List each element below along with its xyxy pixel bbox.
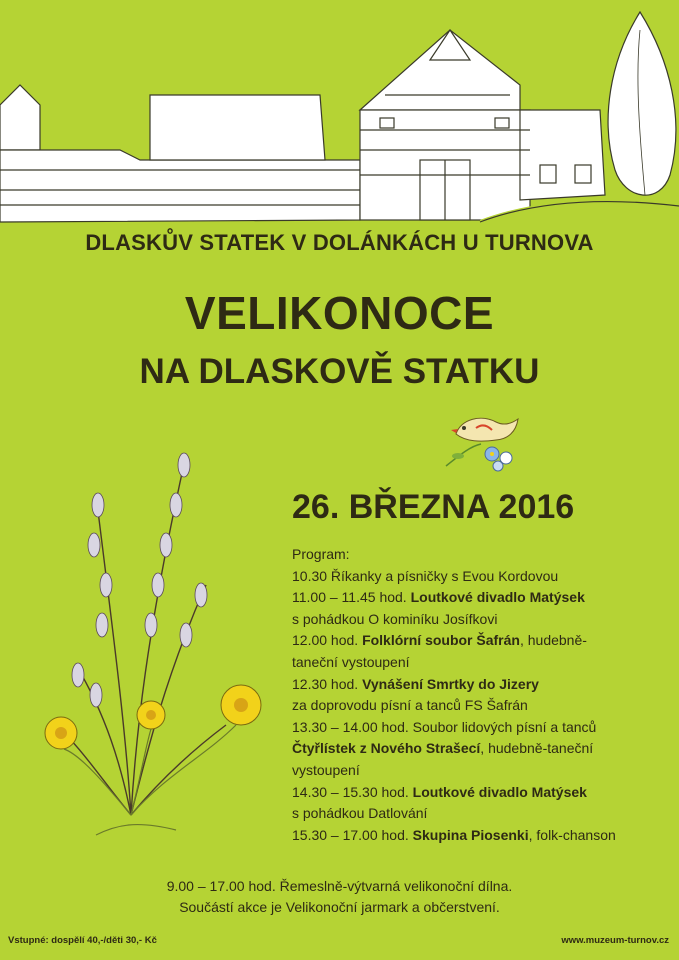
program-line: 15.30 – 17.00 hod. Skupina Piosenki, folk-chanson	[292, 826, 616, 843]
admission-price: Vstupné: dospělí 40,-/děti 30,- Kč	[8, 935, 157, 946]
program-line: 12.30 hod. Vynášení Smrtky do Jizery	[292, 675, 539, 692]
footer-line-workshop: 9.00 – 17.00 hod. Řemeslně-výtvarná velikonoční dílna.	[166, 878, 513, 894]
program-line: za doprovodu písní a tanců FS Šafrán	[292, 697, 528, 714]
willow-and-coltsfoot-illustration	[36, 435, 276, 845]
program-line: 10.30 Říkanky a písničky s Evou Kordovou	[292, 567, 559, 584]
program-line: s pohádkou Datlování	[292, 805, 428, 822]
program-line: s pohádkou O kominíku Josífkovi	[292, 610, 498, 627]
program-line: Čtyřlístek z Nového Strašecí, hudebně-taneční	[292, 740, 594, 757]
bird-ornament-icon	[436, 404, 528, 476]
website-link[interactable]: www.muzeum-turnov.cz	[561, 935, 669, 946]
title-line-2: NA DLASKOVĚ STATKU	[139, 352, 540, 391]
farmstead-illustration	[0, 0, 679, 230]
event-date: 26. BŘEZNA 2016	[292, 488, 575, 526]
program-line: 13.30 – 14.00 hod. Soubor lidových písní a tanců	[292, 718, 597, 735]
footer-info	[0, 876, 679, 918]
title-line-1: VELIKONOCE	[184, 287, 495, 339]
program-line: 12.00 hod. Folklórní soubor Šafrán, hudebně-	[292, 632, 587, 649]
program-heading: Program:	[292, 546, 350, 562]
program-line: taneční vystoupení	[292, 653, 410, 670]
program-list	[292, 544, 672, 846]
program-line: vystoupení	[292, 761, 360, 778]
venue-heading: DLASKŮV STATEK V DOLÁNKÁCH U TURNOVA	[85, 230, 594, 255]
footer-line-market: Součástí akce je Velikonoční jarmark a občerstvení.	[179, 899, 500, 915]
program-line: 11.00 – 11.45 hod. Loutkové divadlo Matýsek	[292, 589, 585, 606]
program-line: 14.30 – 15.30 hod. Loutkové divadlo Matýsek	[292, 783, 587, 800]
